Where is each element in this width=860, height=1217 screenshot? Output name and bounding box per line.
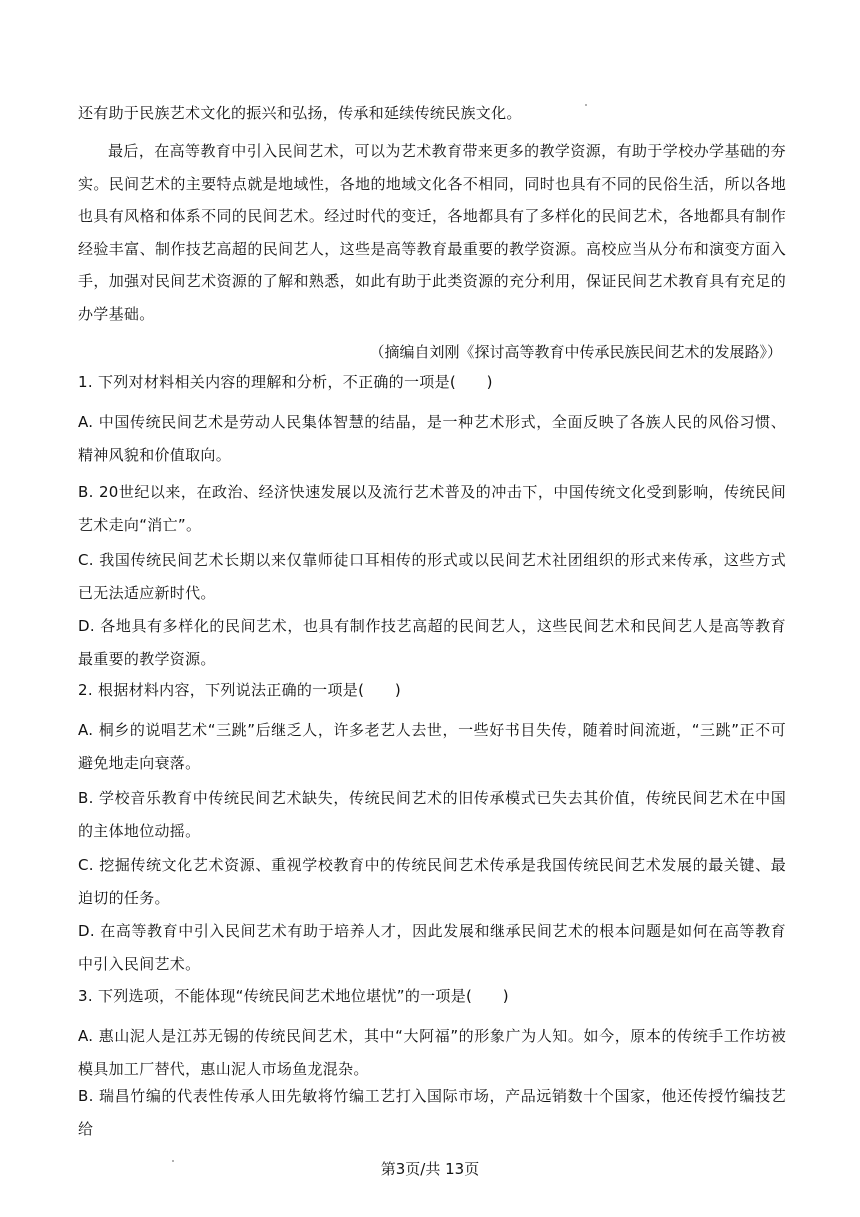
- question-2-option-b: B. 学校音乐教育中传统民间艺术缺失，传统民间艺术的旧传承模式已失去其价值，传统民间艺术在中国的主体地位动摇。: [78, 789, 786, 840]
- scan-speck: [585, 104, 587, 106]
- question-2-option-c: C. 挖掘传统文化艺术资源、重视学校教育中的传统民间艺术传承是我国传统民间艺术发展的最关键、最迫切的任务。: [78, 856, 786, 907]
- passage-final-paragraph: 最后，在高等教育中引入民间艺术，可以为艺术教育带来更多的教学资源，有助于学校办学基础的夯实。民间艺术的主要特点就是地域性，各地的地域文化各不相同，同时也具有不同的民俗生活，所以各地也具有风格和体系不同的民间艺术。经过时代的变迁，各地都具有了多样化的民间艺术，各地都具有制作经验丰富、制作技艺高超的民间艺人，这些是高等教育最重要的教学资源。高校应当从分布和演变方面入手，加强对民间艺术资源的了解和熟悉，如此有助于此类资源的充分利用，保证民间艺术教育具有充足的办学基础。: [78, 142, 786, 323]
- question-1-stem: 1. 下列对材料相关内容的理解和分析，不正确的一项是( ): [78, 373, 493, 391]
- question-2-stem: 2. 根据材料内容，下列说法正确的一项是( ): [78, 681, 401, 699]
- question-3-option-a: A. 惠山泥人是江苏无锡的传统民间艺术，其中“大阿福”的形象广为人知。如今，原本的传统手工作坊被模具加工厂替代，惠山泥人市场鱼龙混杂。: [78, 1027, 786, 1078]
- question-2-option-a: A. 桐乡的说唱艺术“三跳”后继乏人，许多老艺人去世，一些好书目失传，随着时间流逝，“三跳”正不可避免地走向衰落。: [78, 721, 786, 772]
- question-3-stem: 3. 下列选项，不能体现“传统民间艺术地位堪忧”的一项是( ): [78, 987, 509, 1005]
- scan-speck: [172, 1160, 174, 1162]
- question-3-option-b: B. 瑞昌竹编的代表性传承人田先敏将竹编工艺打入国际市场，产品远销数十个国家，他还传授竹编技艺给: [78, 1087, 786, 1138]
- question-2-option-d: D. 在高等教育中引入民间艺术有助于培养人才，因此发展和继承民间艺术的根本问题是如何在高等教育中引入民间艺术。: [78, 922, 786, 973]
- question-1-option-b: B. 20世纪以来，在政治、经济快速发展以及流行艺术普及的冲击下，中国传统文化受到影响，传统民间艺术走向“消亡”。: [78, 483, 786, 534]
- page-footer: 第3页/共 13页: [380, 1160, 480, 1178]
- passage-source: （摘编自刘刚《探讨高等教育中传承民族民间艺术的发展路》）: [369, 343, 782, 361]
- question-1-option-a: A. 中国传统民间艺术是劳动人民集体智慧的结晶，是一种艺术形式，全面反映了各族人民的风俗习惯、精神风貌和价值取向。: [78, 413, 786, 464]
- passage-continued-line: 还有助于民族艺术文化的振兴和弘扬，传承和延续传统民族文化。: [78, 104, 522, 122]
- question-1-option-c: C. 我国传统民间艺术长期以来仅靠师徒口耳相传的形式或以民间艺术社团组织的形式来传承，这些方式已无法适应新时代。: [78, 551, 786, 602]
- question-1-option-d: D. 各地具有多样化的民间艺术，也具有制作技艺高超的民间艺人，这些民间艺术和民间艺人是高等教育最重要的教学资源。: [78, 617, 786, 668]
